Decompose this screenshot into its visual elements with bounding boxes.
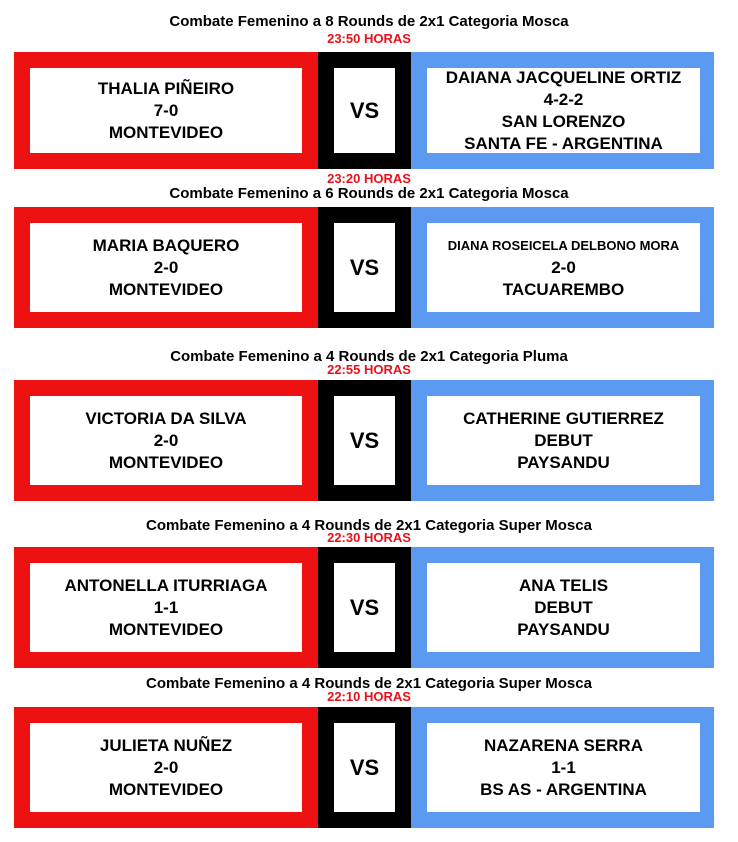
- bout-2-red-fighter: [30, 223, 302, 312]
- fighter-record: 1-1: [153, 597, 179, 617]
- bout-3-card: [14, 380, 714, 501]
- fighter-city: BS AS - ARGENTINA: [480, 779, 647, 799]
- bout-2-blue-corner: [411, 207, 714, 328]
- fighter-country: SANTA FE - ARGENTINA: [464, 133, 663, 153]
- fighter-city: MONTEVIDEO: [108, 779, 224, 799]
- vs-label: VS: [334, 563, 395, 652]
- bout-4-center: [318, 547, 411, 668]
- bout-5-blue-corner: [411, 707, 714, 828]
- bout-1-center: [318, 52, 411, 169]
- bout-3-red-fighter: [30, 396, 302, 485]
- bout-1-blue-fighter: [427, 68, 700, 153]
- vs-label: VS: [334, 396, 395, 485]
- bout-5-center: [318, 707, 411, 828]
- fighter-city: MONTEVIDEO: [108, 619, 224, 639]
- bout-4-blue-fighter: [427, 563, 700, 652]
- vs-label: VS: [334, 223, 395, 312]
- fighter-city: SAN LORENZO: [501, 111, 626, 131]
- fighter-name: VICTORIA DA SILVA: [85, 408, 247, 428]
- fighter-city: MONTEVIDEO: [108, 122, 224, 142]
- fighter-city: PAYSANDU: [517, 452, 610, 472]
- fighter-name: CATHERINE GUTIERREZ: [463, 408, 664, 428]
- fighter-record: 1-1: [551, 757, 576, 777]
- fighter-city: MONTEVIDEO: [108, 452, 224, 472]
- fighter-record: 2-0: [153, 757, 179, 777]
- fighter-record: 2-0: [551, 257, 576, 277]
- fighter-name: ANA TELIS: [518, 575, 609, 595]
- bout-1-red-fighter: [30, 68, 302, 153]
- bout-3-time: 22:55 HORAS: [327, 362, 411, 377]
- bout-4-blue-corner: [411, 547, 714, 668]
- fighter-record: DEBUT: [534, 430, 593, 450]
- fighter-city: PAYSANDU: [517, 619, 610, 639]
- bout-2-card: [14, 207, 714, 328]
- bout-5-red-fighter: [30, 723, 302, 812]
- bout-5-time: 22:10 HORAS: [327, 689, 411, 704]
- bout-3-red-corner: [14, 380, 318, 501]
- bout-2-blue-fighter: [427, 223, 700, 312]
- bout-3-title: Combate Femenino a 4 Rounds de 2x1 Categoria Pluma: [170, 348, 568, 365]
- bout-2-time: 23:20 HORAS: [327, 171, 411, 186]
- bout-3-blue-corner: [411, 380, 714, 501]
- bout-1-title: Combate Femenino a 8 Rounds de 2x1 Categoria Mosca: [169, 13, 569, 30]
- bout-2-red-corner: [14, 207, 318, 328]
- bout-4-title: Combate Femenino a 4 Rounds de 2x1 Categoria Super Mosca: [146, 517, 592, 534]
- fighter-name: DIANA ROSEICELA DELBONO MORA: [447, 237, 680, 253]
- fighter-record: DEBUT: [534, 597, 593, 617]
- fighter-record: 7-0: [153, 100, 179, 120]
- fighter-record: 2-0: [153, 257, 179, 277]
- fighter-name: NAZARENA SERRA: [484, 735, 643, 755]
- bout-1-card: [14, 52, 714, 169]
- bout-3-blue-fighter: [427, 396, 700, 485]
- bout-5-card: [14, 707, 714, 828]
- bout-5-title: Combate Femenino a 4 Rounds de 2x1 Categoria Super Mosca: [146, 675, 592, 692]
- fighter-record: 4-2-2: [543, 89, 584, 109]
- fighter-name: DAIANA JACQUELINE ORTIZ: [445, 67, 682, 87]
- fighter-name: ANTONELLA ITURRIAGA: [64, 575, 268, 595]
- bout-4-time: 22:30 HORAS: [327, 530, 411, 545]
- bout-4-red-fighter: [30, 563, 302, 652]
- bout-1-blue-corner: [411, 52, 714, 169]
- bout-1-red-corner: [14, 52, 318, 169]
- fighter-name: JULIETA NUÑEZ: [99, 735, 233, 755]
- bout-3-center: [318, 380, 411, 501]
- fighter-name: THALIA PIÑEIRO: [97, 78, 235, 98]
- bout-5-red-corner: [14, 707, 318, 828]
- fighter-name: MARIA BAQUERO: [92, 235, 240, 255]
- fighter-city: MONTEVIDEO: [108, 279, 224, 299]
- vs-label: VS: [334, 68, 395, 153]
- bout-2-title: Combate Femenino a 6 Rounds de 2x1 Categoria Mosca: [169, 185, 569, 202]
- bout-2-center: [318, 207, 411, 328]
- bout-1-time: 23:50 HORAS: [327, 31, 411, 46]
- bout-4-card: [14, 547, 714, 668]
- bout-5-blue-fighter: [427, 723, 700, 812]
- fighter-record: 2-0: [153, 430, 179, 450]
- fighter-city: TACUAREMBO: [502, 279, 625, 299]
- bout-4-red-corner: [14, 547, 318, 668]
- vs-label: VS: [334, 723, 395, 812]
